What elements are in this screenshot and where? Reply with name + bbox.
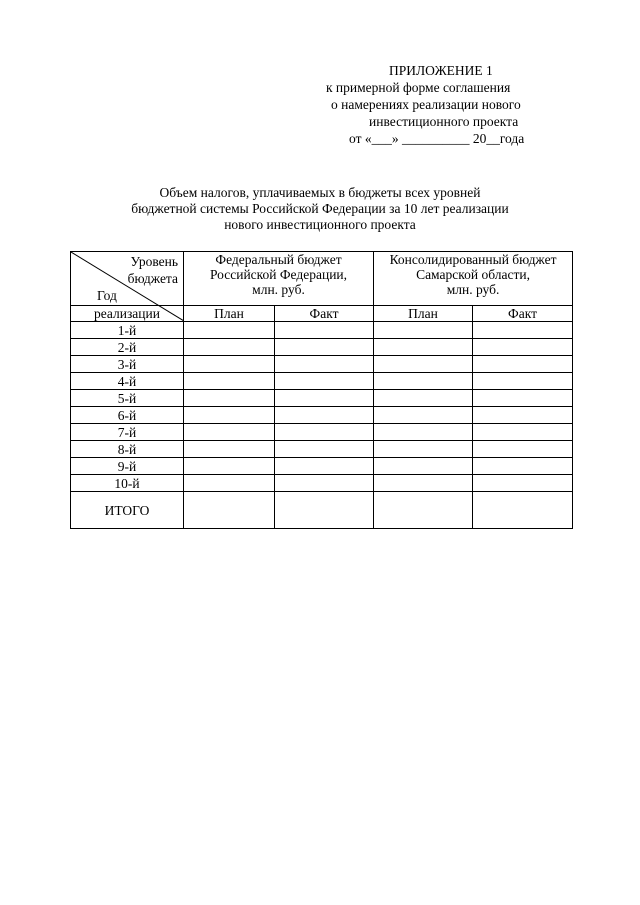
corner-label-realization: реализации — [71, 306, 184, 322]
regional-fact-cell — [473, 339, 573, 356]
table-row — [71, 356, 573, 373]
federal-fact-cell — [275, 407, 374, 424]
federal-plan-cell — [184, 441, 275, 458]
title-line: Объем налогов, уплачиваемых в бюджеты всех уровней — [159, 185, 481, 200]
regional-plan-header: План — [374, 306, 473, 322]
corner-cell — [71, 252, 184, 306]
regional-fact-cell — [473, 458, 573, 475]
regional-plan-cell — [374, 390, 473, 407]
federal-plan-cell — [184, 390, 275, 407]
table-row — [71, 424, 573, 441]
federal-plan-cell — [184, 322, 275, 339]
regional-line: Самарской области, — [416, 267, 530, 282]
year-label: 6-й — [71, 407, 184, 424]
regional-plan-cell — [374, 339, 473, 356]
regional-budget-header — [374, 252, 573, 306]
federal-fact-cell — [275, 475, 374, 492]
federal-plan-cell — [184, 407, 275, 424]
federal-fact-cell — [275, 441, 374, 458]
table-header-row — [71, 252, 573, 306]
appendix-date-line: от «___» __________ 20__года — [349, 131, 525, 146]
document-title — [60, 185, 580, 233]
federal-line: млн. руб. — [252, 282, 305, 297]
federal-plan-cell — [184, 424, 275, 441]
table-row — [71, 407, 573, 424]
total-federal-plan — [184, 492, 275, 529]
federal-plan-cell — [184, 458, 275, 475]
regional-plan-cell — [374, 441, 473, 458]
federal-fact-cell — [275, 390, 374, 407]
year-label: 7-й — [71, 424, 184, 441]
regional-plan-cell — [374, 458, 473, 475]
federal-plan-header: План — [184, 306, 275, 322]
table-row — [71, 373, 573, 390]
federal-fact-cell — [275, 339, 374, 356]
regional-fact-cell — [473, 322, 573, 339]
year-label: 5-й — [71, 390, 184, 407]
regional-plan-cell — [374, 407, 473, 424]
federal-plan-cell — [184, 373, 275, 390]
appendix-heading: ПРИЛОЖЕНИЕ 1 — [389, 63, 493, 78]
title-line: бюджетной системы Российской Федерации за 10 лет реализации — [131, 201, 509, 216]
total-federal-fact — [275, 492, 374, 529]
regional-line: Консолидированный бюджет — [389, 252, 557, 267]
regional-plan-cell — [374, 424, 473, 441]
federal-line: Федеральный бюджет — [215, 252, 342, 267]
federal-fact-cell — [275, 356, 374, 373]
year-label: 10-й — [71, 475, 184, 492]
regional-fact-cell — [473, 441, 573, 458]
federal-plan-cell — [184, 475, 275, 492]
table-row — [71, 339, 573, 356]
table-row — [71, 390, 573, 407]
regional-fact-cell — [473, 475, 573, 492]
tax-table — [70, 251, 573, 529]
corner-label-level: Уровень — [130, 254, 178, 269]
corner-label-budget: бюджета — [127, 271, 178, 286]
year-label: 9-й — [71, 458, 184, 475]
regional-fact-cell — [473, 390, 573, 407]
regional-fact-cell — [473, 373, 573, 390]
corner-label-year: Год — [97, 288, 117, 303]
regional-plan-cell — [374, 373, 473, 390]
appendix-line: инвестиционного проекта — [369, 114, 519, 129]
federal-fact-cell — [275, 458, 374, 475]
year-label: 8-й — [71, 441, 184, 458]
regional-fact-cell — [473, 407, 573, 424]
federal-plan-cell — [184, 356, 275, 373]
regional-plan-cell — [374, 475, 473, 492]
regional-fact-cell — [473, 424, 573, 441]
total-label: ИТОГО — [71, 492, 184, 529]
year-label: 1-й — [71, 322, 184, 339]
table-row — [71, 475, 573, 492]
total-row — [71, 492, 573, 529]
federal-fact-header: Факт — [275, 306, 374, 322]
total-regional-fact — [473, 492, 573, 529]
federal-fact-cell — [275, 322, 374, 339]
regional-plan-cell — [374, 322, 473, 339]
federal-plan-cell — [184, 339, 275, 356]
federal-fact-cell — [275, 373, 374, 390]
regional-plan-cell — [374, 356, 473, 373]
regional-fact-cell — [473, 356, 573, 373]
appendix-line: к примерной форме соглашения — [326, 80, 511, 95]
year-label: 2-й — [71, 339, 184, 356]
table-row — [71, 322, 573, 339]
federal-line: Российской Федерации, — [209, 267, 348, 282]
table-row — [71, 458, 573, 475]
regional-fact-header: Факт — [473, 306, 573, 322]
title-line: нового инвестиционного проекта — [224, 217, 416, 232]
appendix-block — [0, 62, 640, 152]
appendix-line: о намерениях реализации нового — [331, 97, 521, 112]
year-label: 4-й — [71, 373, 184, 390]
federal-fact-cell — [275, 424, 374, 441]
total-regional-plan — [374, 492, 473, 529]
year-label: 3-й — [71, 356, 184, 373]
federal-budget-header — [184, 252, 374, 306]
regional-line: млн. руб. — [446, 282, 500, 297]
table-row — [71, 441, 573, 458]
